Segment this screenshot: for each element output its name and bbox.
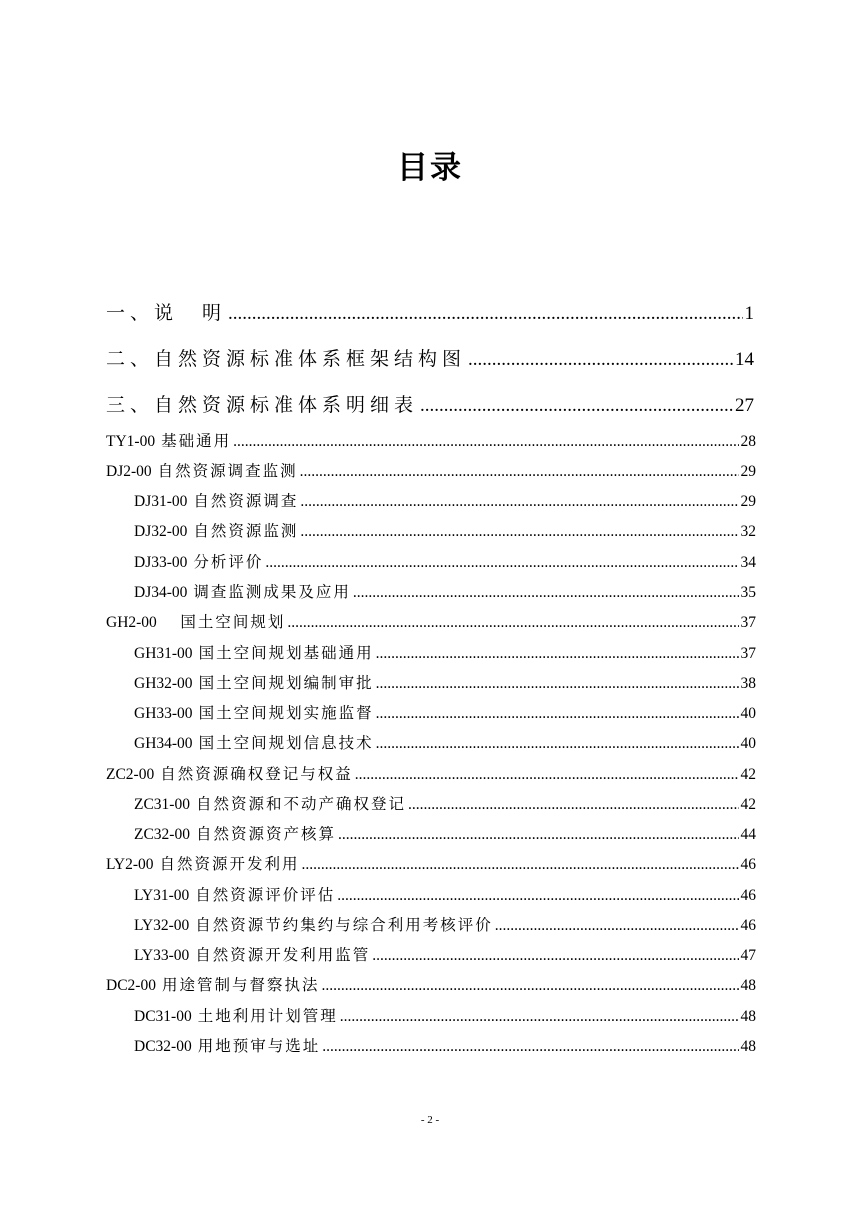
toc-entry-code: LY31-00 xyxy=(134,887,190,904)
toc-entry-page: 48 xyxy=(740,977,756,994)
toc-entry-code: DJ31-00 xyxy=(134,493,188,510)
toc-entry-dc2[interactable] xyxy=(106,973,756,995)
toc-entry-page: 48 xyxy=(740,1008,756,1025)
toc-leader-dots xyxy=(302,855,739,874)
toc-leader-dots xyxy=(340,1007,739,1026)
toc-entry-page: 38 xyxy=(740,675,756,692)
toc-entry-page: 42 xyxy=(740,796,756,813)
toc-entry-label: 国土空间规划 xyxy=(162,613,286,631)
toc-entry-page: 44 xyxy=(740,826,756,843)
toc-leader-dots xyxy=(376,644,739,663)
toc-entry-code: GH34-00 xyxy=(134,735,193,752)
toc-entry-page: 32 xyxy=(740,523,756,540)
toc-entry-code: GH31-00 xyxy=(134,645,193,662)
toc-leader-dots xyxy=(265,553,738,572)
toc-leader-dots xyxy=(338,825,739,844)
toc-entry-page: 40 xyxy=(740,705,756,722)
toc-leader-dots xyxy=(337,886,738,905)
page-number-footer: - 2 - xyxy=(420,1114,440,1126)
toc-entry-page: 37 xyxy=(740,645,756,662)
toc-entry-gh2[interactable] xyxy=(106,610,756,632)
toc-entry-label: 国土空间规划基础通用 xyxy=(198,644,374,662)
toc-entry-label: 三、自然资源标准体系明细表 xyxy=(106,394,419,416)
toc-entry-zc32[interactable] xyxy=(134,822,756,844)
toc-leader-dots xyxy=(420,394,733,417)
toc-entry-label: 基础通用 xyxy=(161,432,232,450)
toc-leader-dots xyxy=(300,462,739,481)
toc-entry-code: LY33-00 xyxy=(134,947,190,964)
toc-entry-label: 国土空间规划信息技术 xyxy=(198,734,374,752)
toc-entry-dj34[interactable] xyxy=(134,580,756,602)
toc-entry-label: 二、自然资源标准体系框架结构图 xyxy=(106,348,467,370)
toc-entry-code: ZC31-00 xyxy=(134,796,190,813)
toc-entry-page: 37 xyxy=(740,614,756,631)
toc-entry-detail-table[interactable] xyxy=(106,390,754,418)
toc-entry-ly33[interactable] xyxy=(134,943,756,965)
toc-entry-label: 自然资源资产核算 xyxy=(195,825,336,843)
toc-entry-code: DJ32-00 xyxy=(134,523,188,540)
toc-entry-dj31[interactable] xyxy=(134,489,756,511)
toc-entry-dc32[interactable] xyxy=(134,1034,756,1056)
toc-entry-code: LY32-00 xyxy=(134,917,190,934)
toc-entry-label: 土地利用计划管理 xyxy=(197,1007,338,1025)
toc-entry-label: 自然资源确权登记与权益 xyxy=(160,765,353,783)
toc-entry-label: 自然资源监测 xyxy=(193,522,299,540)
toc-entry-dj2[interactable] xyxy=(106,459,756,481)
toc-entry-zc2[interactable] xyxy=(106,762,756,784)
toc-entry-code: GH32-00 xyxy=(134,675,193,692)
toc-entry-code: DC32-00 xyxy=(134,1038,192,1055)
toc-leader-dots xyxy=(322,1037,738,1056)
toc-entry-label: 自然资源和不动产确权登记 xyxy=(195,795,406,813)
toc-entry-page: 27 xyxy=(735,395,754,416)
toc-leader-dots xyxy=(355,765,739,784)
toc-entry-label: 用途管制与督察执法 xyxy=(161,976,320,994)
toc-entry-label: 一、说 明 xyxy=(106,302,227,324)
toc-entry-dj32[interactable] xyxy=(134,519,756,541)
toc-entry-label: 自然资源节约集约与综合利用考核评价 xyxy=(195,916,493,934)
toc-entry-code: DJ33-00 xyxy=(134,554,188,571)
toc-entry-code: DC31-00 xyxy=(134,1008,192,1025)
toc-entry-label: 国土空间规划编制审批 xyxy=(198,674,374,692)
toc-entry-code: DJ34-00 xyxy=(134,584,188,601)
toc-entry-code: DC2-00 xyxy=(106,977,156,994)
toc-entry-code: LY2-00 xyxy=(106,856,154,873)
toc-leader-dots xyxy=(228,302,742,325)
toc-entry-gh34[interactable] xyxy=(134,731,756,753)
toc-entry-label: 调查监测成果及应用 xyxy=(193,583,351,601)
toc-entry-label: 国土空间规划实施监督 xyxy=(198,704,374,722)
toc-entry-code: DJ2-00 xyxy=(106,463,152,480)
toc-entry-page: 35 xyxy=(740,584,756,601)
toc-entry-ly31[interactable] xyxy=(134,883,756,905)
toc-entry-gh33[interactable] xyxy=(134,701,756,723)
toc-entry-code: TY1-00 xyxy=(106,433,156,450)
toc-entry-page: 42 xyxy=(740,766,756,783)
toc-leader-dots xyxy=(233,432,738,451)
toc-entry-code: ZC32-00 xyxy=(134,826,190,843)
toc-leader-dots xyxy=(495,916,739,935)
toc-leader-dots xyxy=(408,795,739,814)
toc-entry-page: 48 xyxy=(740,1038,756,1055)
toc-leader-dots xyxy=(300,522,738,541)
toc-entry-gh31[interactable] xyxy=(134,641,756,663)
toc-entry-page: 47 xyxy=(740,947,756,964)
toc-entry-code: GH33-00 xyxy=(134,705,193,722)
toc-entry-label: 自然资源开发利用 xyxy=(159,855,300,873)
toc-entry-page: 40 xyxy=(740,735,756,752)
toc-entry-page: 28 xyxy=(740,433,756,450)
toc-entry-gh32[interactable] xyxy=(134,671,756,693)
toc-entry-page: 29 xyxy=(740,493,756,510)
toc-entry-page: 34 xyxy=(740,554,756,571)
page-title: 目录 xyxy=(397,150,463,186)
toc-entry-page: 46 xyxy=(740,887,756,904)
toc-leader-dots xyxy=(321,976,738,995)
toc-entry-code: ZC2-00 xyxy=(106,766,155,783)
toc-leader-dots xyxy=(287,613,738,632)
toc-entry-explanation[interactable] xyxy=(106,298,754,326)
toc-entry-page: 46 xyxy=(740,917,756,934)
toc-entry-ty1[interactable] xyxy=(106,429,756,451)
toc-entry-page: 1 xyxy=(744,303,754,324)
toc-leader-dots xyxy=(376,704,739,723)
toc-entry-label: 自然资源调查监测 xyxy=(157,462,298,480)
toc-leader-dots xyxy=(372,946,738,965)
toc-entry-dc31[interactable] xyxy=(134,1004,756,1026)
toc-entry-label: 自然资源调查 xyxy=(193,492,299,510)
toc-entry-page: 46 xyxy=(740,856,756,873)
toc-entry-page: 14 xyxy=(735,349,754,370)
toc-entry-zc31[interactable] xyxy=(134,792,756,814)
toc-entry-label: 分析评价 xyxy=(193,553,264,571)
toc-leader-dots xyxy=(300,492,738,511)
toc-leader-dots xyxy=(353,583,739,602)
toc-entry-page: 29 xyxy=(740,463,756,480)
toc-entry-framework-diagram[interactable] xyxy=(106,344,754,372)
toc-entry-ly32[interactable] xyxy=(134,913,756,935)
toc-entry-label: 自然资源开发利用监管 xyxy=(195,946,371,964)
toc-leader-dots xyxy=(468,348,733,371)
toc-entry-label: 用地预审与选址 xyxy=(197,1037,321,1055)
toc-leader-dots xyxy=(376,734,739,753)
toc-entry-ly2[interactable] xyxy=(106,852,756,874)
toc-leader-dots xyxy=(376,674,739,693)
toc-entry-label: 自然资源评价评估 xyxy=(195,886,336,904)
toc-entry-dj33[interactable] xyxy=(134,550,756,572)
toc-entry-code: GH2-00 xyxy=(106,614,157,631)
